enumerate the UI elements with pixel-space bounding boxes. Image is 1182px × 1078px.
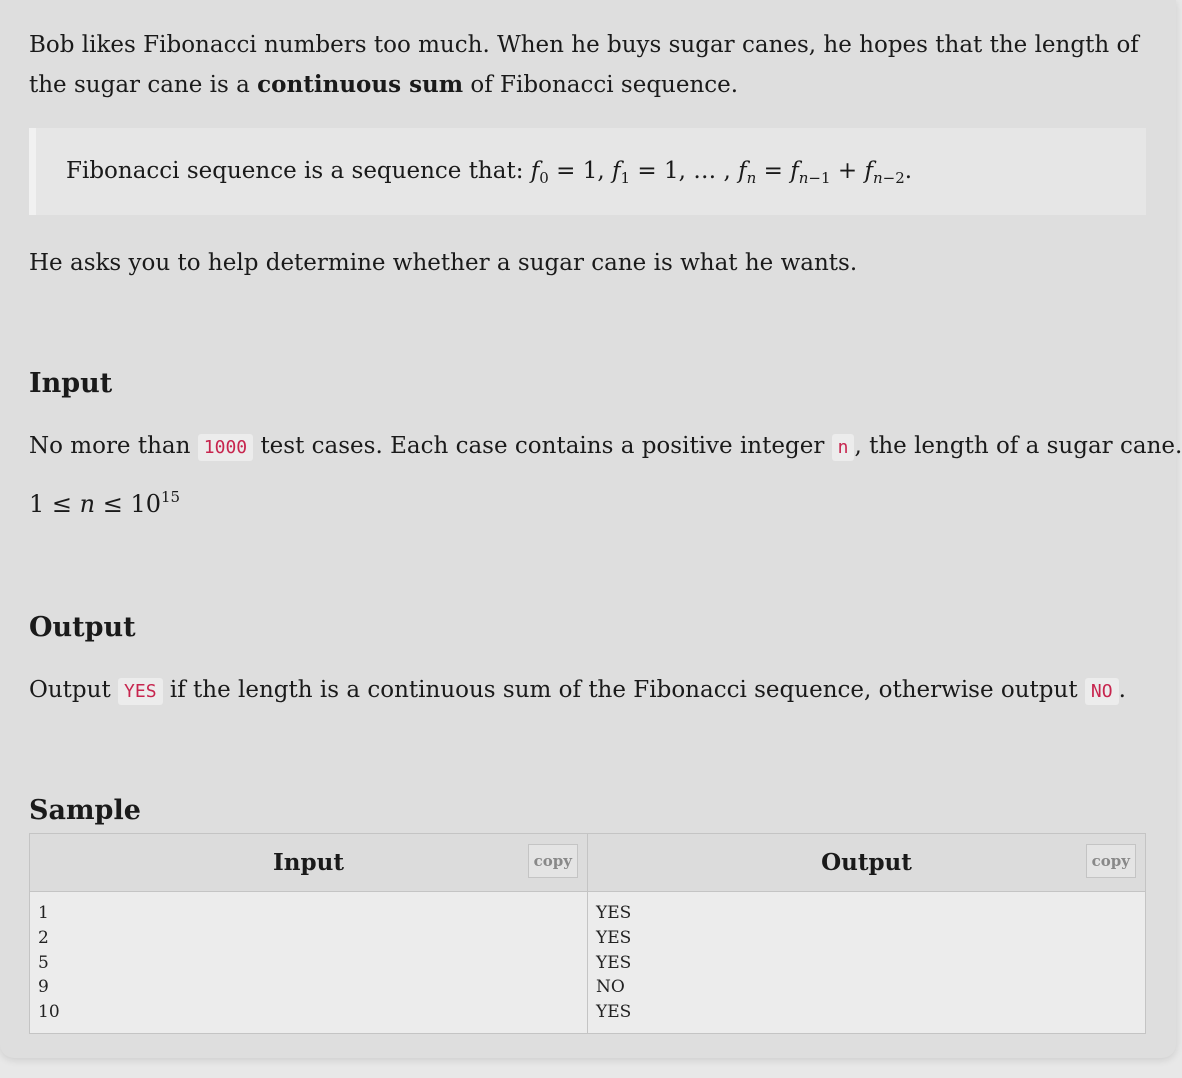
constraint-formula: $1 \le n \le 10^{15}$ <box>29 488 181 518</box>
intro-text-end: of Fibonacci sequence. <box>470 72 739 98</box>
sample-input-line: 1 <box>38 903 49 923</box>
definition-blockquote <box>29 128 1146 215</box>
sample-output-line: YES <box>596 903 632 923</box>
sample-input-line: 2 <box>38 927 49 948</box>
intro-paragraph <box>29 26 1146 105</box>
copy-input-button[interactable]: copy <box>528 844 578 878</box>
sample-output-cell[interactable] <box>588 892 1146 1034</box>
fibonacci-formula: $f_0 = 1$, $f_1 = 1$, … , $f_n = f_{n-1} + f_{n-2}$. <box>530 158 913 187</box>
sample-output-line: YES <box>596 1002 632 1023</box>
sample-output-header: Output copy <box>588 834 1146 892</box>
inline-code: NO <box>1085 678 1119 705</box>
inline-code: YES <box>118 678 163 705</box>
input-paragraph: No more than 1000 test cases. Each case contains a positive integer n , the length of a sugar cane. <box>29 433 1182 459</box>
quote-text: Fibonacci sequence is a sequence that: <box>66 158 524 184</box>
input-heading: Input <box>29 368 113 399</box>
output-paragraph: Output YES if the length is a continuous sum of the Fibonacci sequence, otherwise output NO . <box>29 677 1126 703</box>
sample-input-cell[interactable] <box>30 892 588 1034</box>
sample-input-line: 10 <box>38 1002 60 1023</box>
sample-input-header: Input copy <box>30 834 588 892</box>
sample-output-line: YES <box>596 952 632 973</box>
intro-bold: continuous sum <box>257 71 464 98</box>
sample-heading: Sample <box>29 795 141 826</box>
sample-table <box>29 833 1146 1034</box>
output-heading: Output <box>29 612 136 643</box>
inline-code: n <box>832 434 855 461</box>
sample-output-line: YES <box>596 927 632 948</box>
ask-paragraph: He asks you to help determine whether a sugar cane is what he wants. <box>29 250 858 276</box>
intro-text: Bob likes Fibonacci numbers too much. When he buys sugar canes, he hopes that the length of the sugar cane is a <box>29 32 1139 98</box>
inline-code: 1000 <box>198 434 253 461</box>
copy-output-button[interactable]: copy <box>1086 844 1136 878</box>
sample-input-line: 5 <box>38 952 49 973</box>
sample-input-line: 9 <box>38 977 49 998</box>
sample-output-line: NO <box>596 977 625 998</box>
